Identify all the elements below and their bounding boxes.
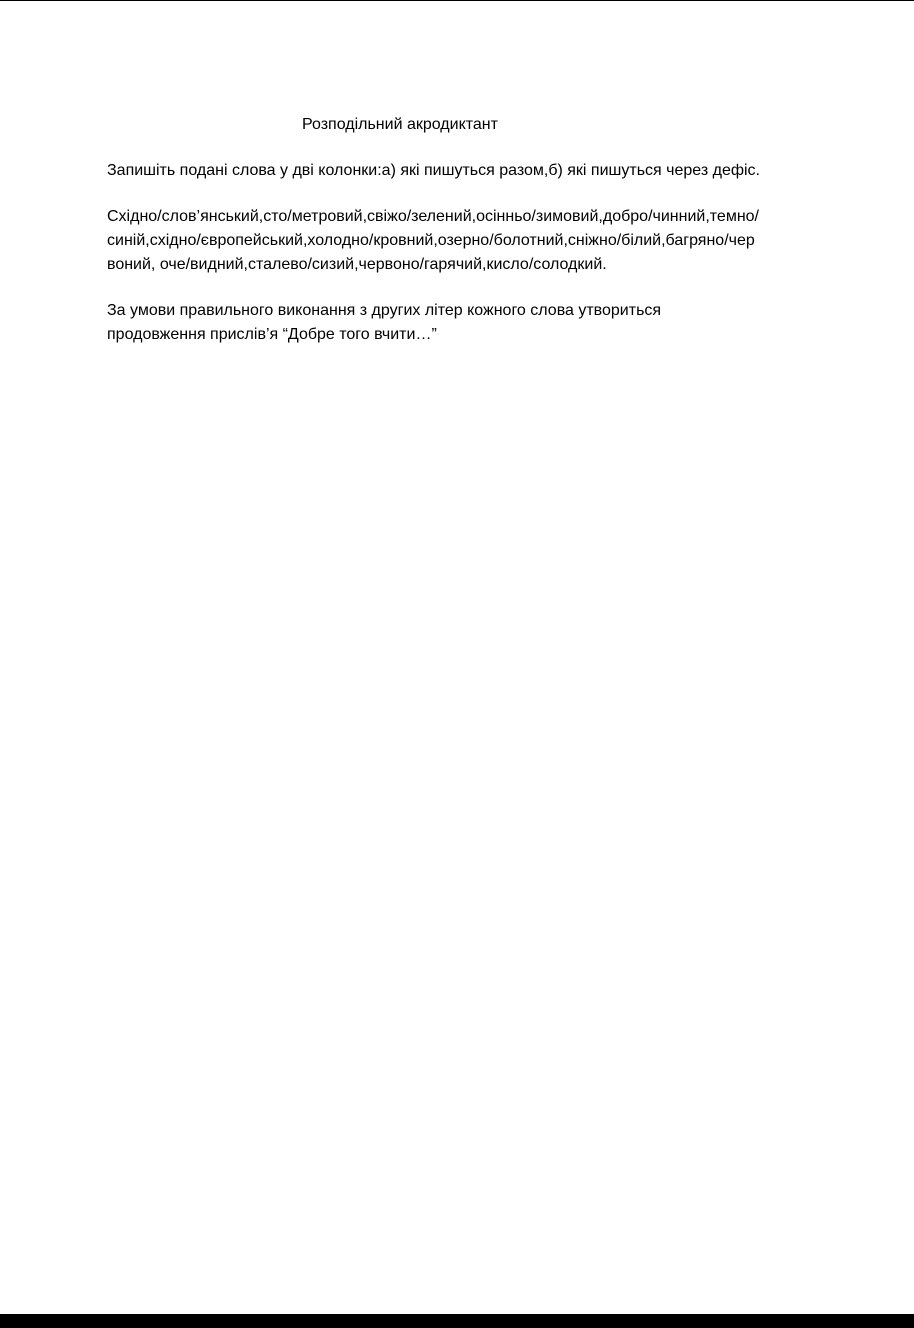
words-line-1: Східно/слов’янський,сто/метровий,свіжо/зелений,осінньо/зимовий,добро/чинний,темно/ [107, 208, 759, 225]
page-top-border [0, 0, 914, 1]
condition-paragraph [107, 299, 827, 347]
condition-line-2: продовження прислів’я “Добре того вчити…” [107, 326, 437, 343]
condition-line-1: За умови правильного виконання з других літер кожного слова утвориться [107, 302, 662, 319]
instruction-paragraph [107, 159, 827, 183]
page-bottom-bar [0, 1314, 914, 1328]
document-page [107, 113, 827, 369]
words-paragraph [107, 205, 827, 277]
document-title: Розподільний акродиктант [302, 116, 498, 133]
instruction-text: Запишіть подані слова у дві колонки:а) які пишуться разом,б) які пишуться через дефіс. [107, 162, 760, 179]
words-line-3: воний, оче/видний,сталево/сизий,червоно/гарячий,кисло/солодкий. [107, 256, 607, 273]
words-line-2: синій,східно/європейський,холодно/кровний,озерно/болотний,сніжно/білий,багряно/чер [107, 232, 755, 249]
